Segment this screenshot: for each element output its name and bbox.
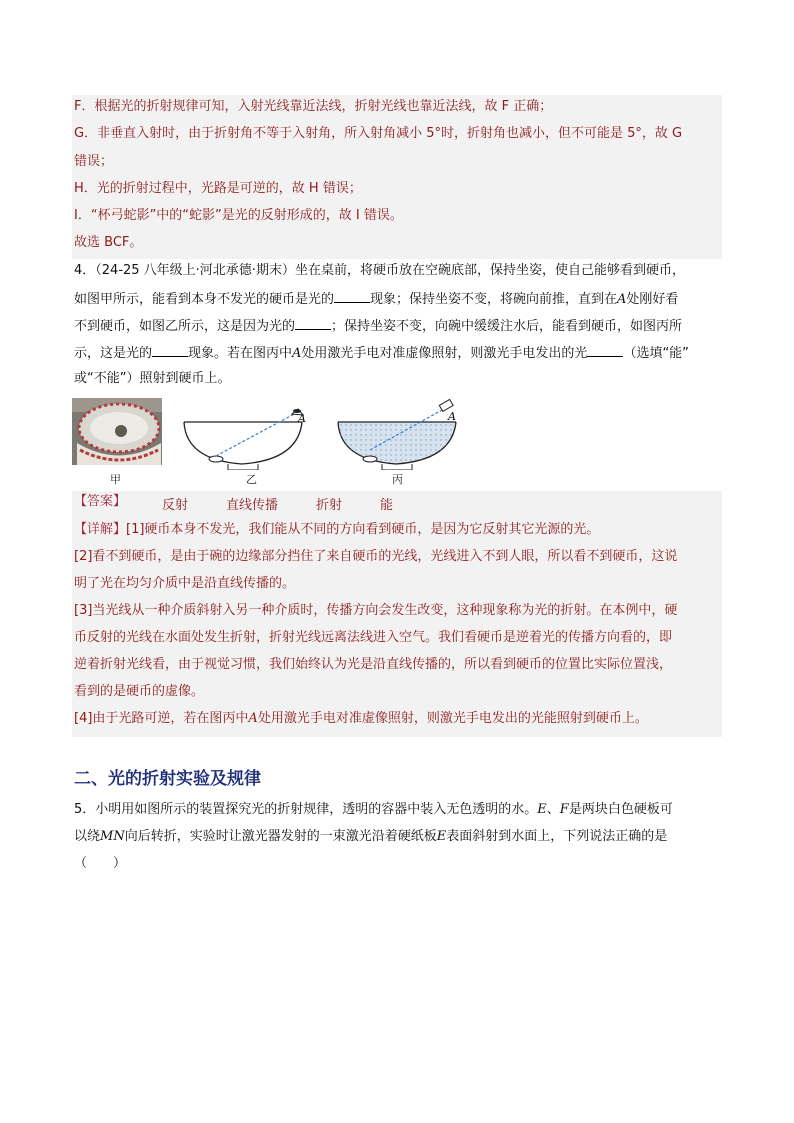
option-f: F．根据光的折射规律可知，入射光线靠近法线，折射光线也靠近法线，故 F 正确； [74,99,553,114]
answer-2: 直线传播 [226,498,279,513]
q4-text: 现象；保持坐姿不变，将碗向前推，直到在 [370,292,618,307]
q5-text: 表面斜射到水面上，下列说法正确的是 [446,829,668,844]
explain-p3-line3: 逆着折射光线看，由于视觉习惯，我们始终认为光是沿直线传播的，所以看到硬币的位置比实际位置浅， [74,657,673,672]
option-g-line2: 错误； [74,154,114,169]
answer-tag: 【答案】 [74,494,127,509]
q4-line5: 或“不能”）照射到硬币上。 [74,371,231,386]
option-h: H．光的折射过程中，光路是可逆的，故 H 错误； [74,181,362,196]
point-a-label: A [617,292,627,307]
q5-line1 [74,802,673,818]
explain-p1 [74,522,599,538]
point-a-label-bing: A [448,410,456,423]
figure-caption-jia: 甲 [110,473,121,486]
q5-line3: （ ） [74,856,127,871]
answer-panel-top [72,95,722,259]
blank-1[interactable] [334,290,370,303]
blank-3[interactable] [152,344,188,357]
q4-line4 [74,344,689,362]
q4-text: 如图甲所示，能看到本身不发光的硬币是光的 [74,292,335,307]
explain-text: [4]由于光路可逆，若在图丙中 [74,711,249,726]
figure-caption-bing: 丙 [392,473,403,486]
axis-mn-label: MN [100,829,125,844]
q4-line3 [74,317,682,335]
figure-caption-yi: 乙 [246,473,257,486]
explain-p3-line4: 看到的是硬币的虚像。 [74,684,205,699]
q4-text: （选填“能” [623,346,689,361]
explain-p2-line2: 明了光在均匀介质中是沿直线传播的。 [74,576,296,591]
q4-line1: 4．（24-25 八年级上·河北承德·期末）坐在桌前，将硬币放在空碗底部，保持坐姿，使自己能够看到硬币， [74,263,685,278]
point-a-label: A [248,711,258,726]
explain-p3-line2: 币反射的光线在水面处发生折射，折射光线远离法线进入空气。我们看硬币是逆着光的传播方向看的，即 [74,630,673,645]
board-f-label: F [559,802,569,817]
q4-text: 不到硬币，如图乙所示，这是因为光的 [74,319,296,334]
board-e-label: E [436,829,447,844]
answer-1: 反射 [162,498,189,513]
q4-text: 处刚好看 [626,292,679,307]
answer-4: 能 [380,498,394,513]
board-e-label: E [537,802,547,817]
q4-text: ；保持坐姿不变，向碗中缓缓注水后，能看到硬币，如图丙所 [331,319,683,334]
q4-text: 示，这是光的 [74,346,153,361]
q5-text: 5．小明用如图所示的装置探究光的折射规律，透明的容器中装入无色透明的水。 [74,802,538,817]
explain-p2-line1: [2]看不到硬币，是由于碗的边缘部分挡住了来自硬币的光线，光线进入不到人眼，所以看不到硬币，这说 [74,549,678,564]
figure-jia-photo [72,398,162,465]
option-i: I．“杯弓蛇影”中的“蛇影”是光的反射形成的，故 I 错误。 [74,208,403,223]
explain-text: 处用激光手电对准虚像照射，则激光手电发出的光能照射到硬币上。 [257,711,648,726]
choice-conclusion: 故选 BCF。 [74,235,143,250]
q5-text: 向后转折，实验时让激光器发射的一束激光沿着硬纸板 [124,829,437,844]
explain-text: [1]硬币本身不发光，我们能从不同的方向看到硬币，是因为它反射其它光源的光。 [126,522,600,537]
figure-bing-diagram [334,398,464,470]
point-a-label: A [292,346,302,361]
explain-tag: 【详解】 [74,522,127,537]
q4-text: 现象。若在图丙中 [188,346,293,361]
explain-p3-line1: [3]当光线从一种介质斜射入另一种介质时，传播方向会发生改变，这种现象称为光的折射。在本例中，硬 [74,603,678,618]
answer-3: 折射 [316,498,343,513]
q4-text: 处用激光手电对准虚像照射，则激光手电发出的光 [301,346,588,361]
blank-2[interactable] [295,317,331,330]
explain-p4 [74,711,648,727]
q5-text: 以绕 [74,829,101,844]
q4-line2 [74,290,678,308]
option-g-line1: G．非垂直入射时，由于折射角不等于入射角，所入射角减小 5°时，折射角也减小，但不可能是 5°，故 G [74,126,683,141]
q5-text: 、 [546,802,560,817]
section-heading: 二、光的折射实验及规律 [74,769,261,789]
q5-line2 [74,829,667,845]
blank-4[interactable] [587,344,623,357]
q5-text: 是两块白色硬板可 [568,802,673,817]
point-a-label-yi: A [298,412,306,425]
figure-yi-diagram [180,408,310,470]
